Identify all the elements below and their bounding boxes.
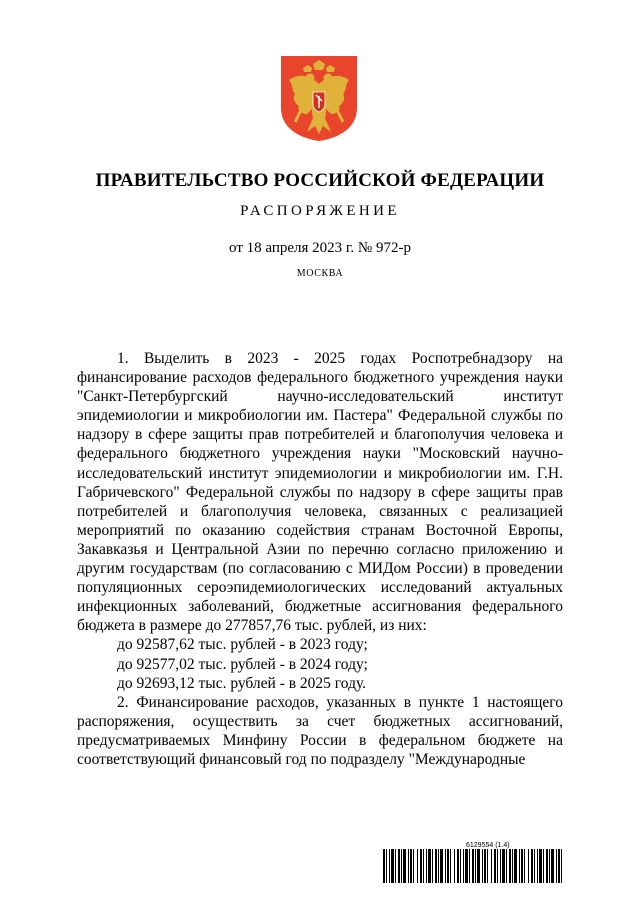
document-body <box>77 349 563 769</box>
barcode-number: 6129554 (1.4) <box>466 842 510 849</box>
list-item: до 92577,02 тыс. рублей - в 2024 году; <box>117 655 368 673</box>
document-type: РАСПОРЯЖЕНИЕ <box>240 203 400 219</box>
date-and-number: от 18 апреля 2023 г. № 972-р <box>229 240 411 256</box>
government-title: ПРАВИТЕЛЬСТВО РОССИЙСКОЙ ФЕДЕРАЦИИ <box>95 170 545 191</box>
paragraph-1: 1. Выделить в 2023 - 2025 годах Роспотребнадзору на финансирование расходов федерального бюджетного учреждения науки "Санкт-Петербургский научно-исследовательский институт эпидемиологии и микробиологии им. Пастера" Федеральной службы по надзору в сфере защиты прав потребителей и благополучия человека и федерального бюджетного учреждения науки "Московский научно-исследовательский институт эпидемиологии и микробиологии им. Г.Н. Габричевского" Федеральной службы по надзору в сфере защиты прав потребителей и благополучия человека, связанных с реализацией мероприятий по оказанию содействия странам Восточной Европы, Закавказья и Центральной Азии по перечню согласно приложению и другим государствам (по согласованию с МИДом России) в проведении популяционных сероэпидемиологических исследований актуальных инфекционных заболеваний, бюджетные ассигнования федерального бюджета в размере до 277857,76 тыс. рублей, из них: <box>77 350 563 635</box>
list-item: до 92587,62 тыс. рублей - в 2023 году; <box>117 636 368 654</box>
barcode-icon <box>383 849 565 883</box>
paragraph-2: 2. Финансирование расходов, указанных в пункте 1 настоящего распоряжения, осуществить за счет бюджетных ассигнований, предусматриваемых Минфину России в федеральном бюджете на соответствующий финансовый год по подразделу "Международные <box>77 693 563 768</box>
city-label: МОСКВА <box>296 268 344 279</box>
list-item: до 92693,12 тыс. рублей - в 2025 году. <box>117 674 367 692</box>
coat-of-arms-icon <box>279 54 359 142</box>
